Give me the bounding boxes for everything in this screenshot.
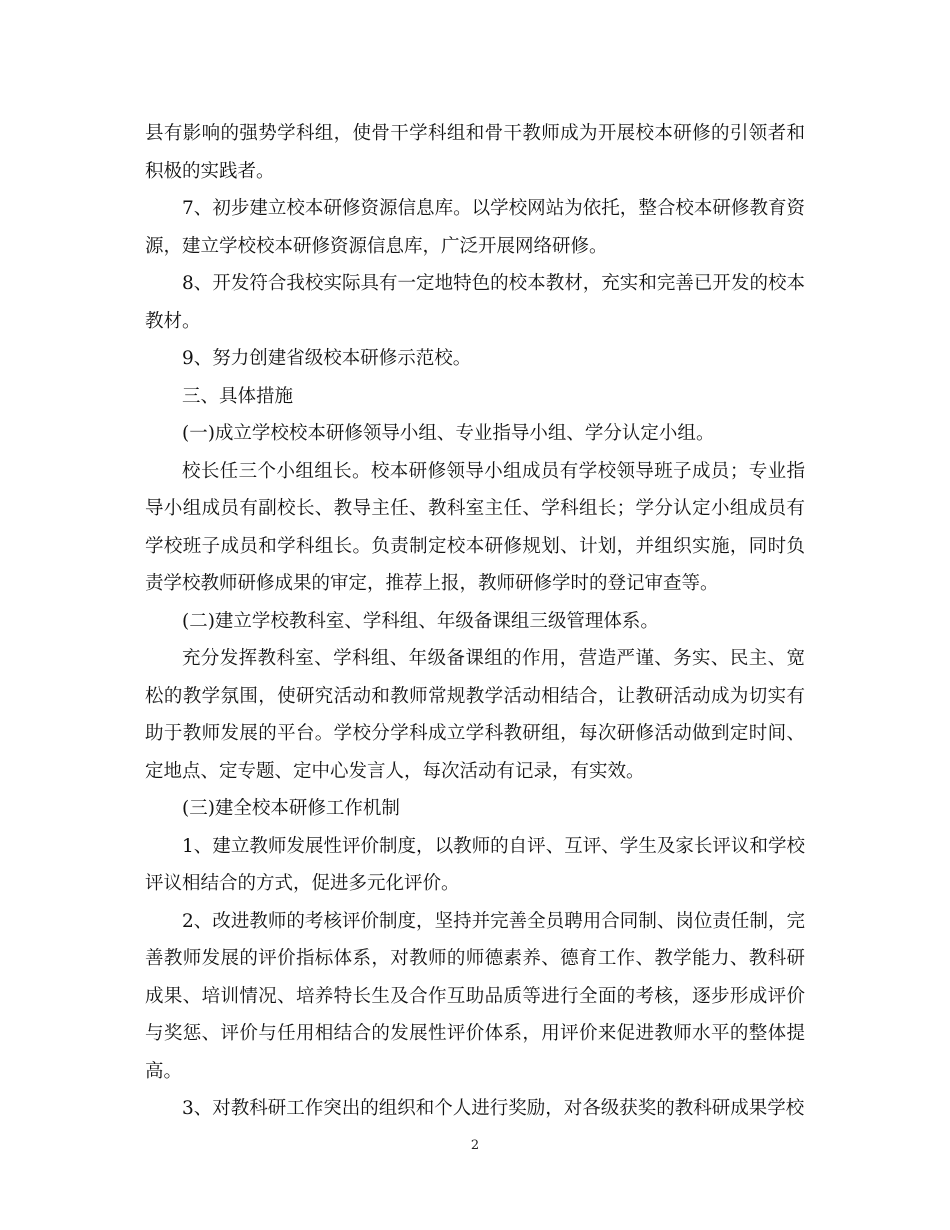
paragraph-2: 7、初步建立校本研修资源信息库。以学校网站为依托，整合校本研修教育资源，建立学校校本研修资源信息库，广泛开展网络研修。: [145, 198, 805, 257]
document-body: [145, 115, 805, 1128]
paragraph-12: 2、改进教师的考核评价制度，坚持并完善全员聘用合同制、岗位责任制，完善教师发展的评价指标体系，对教师的师德素养、德育工作、教学能力、教科研成果、培训情况、培养特长生及合作互助品质等进行全面的考核，逐步形成评价与奖惩、评价与任用相结合的发展性评价体系，用评价来促进教师水平的整体提高。: [145, 910, 805, 1082]
paragraph-1: 县有影响的强势学科组，使骨干学科组和骨干教师成为开展校本研修的引领者和积极的实践者。: [145, 123, 805, 182]
paragraph-11: 1、建立教师发展性评价制度，以教师的自评、互评、学生及家长评议和学校评议相结合的方式，促进多元化评价。: [145, 835, 805, 894]
page-number: 2: [470, 1138, 480, 1153]
subheading-3: (三)建全校本研修工作机制: [182, 798, 400, 819]
subheading-1: (一)成立学校校本研修领导小组、专业指导小组、学分认定小组。: [182, 423, 715, 444]
paragraph-3: 8、开发符合我校实际具有一定地特色的校本教材，充实和完善已开发的校本教材。: [145, 273, 805, 332]
paragraph-13: 3、对教科研工作突出的组织和个人进行奖励，对各级获奖的教科研成果学校: [182, 1098, 805, 1119]
subheading-2: (二)建立学校教科室、学科组、年级备课组三级管理体系。: [182, 610, 659, 632]
paragraph-9: 充分发挥教科室、学科组、年级备课组的作用，营造严谨、务实、民主、宽松的教学氛围，使研究活动和教师常规教学活动相结合，让教研活动成为切实有助于教师发展的平台。学校分学科成立学科教研组，每次研修活动做到定时间、定地点、定专题、定中心发言人，每次活动有记录，有实效。: [145, 648, 805, 782]
paragraph-7: 校长任三个小组组长。校本研修领导小组成员有学校领导班子成员；专业指导小组成员有副校长、教导主任、教科室主任、学科组长；学分认定小组成员有学校班子成员和学科组长。负责制定校本研修规划、计划，并组织实施，同时负责学校教师研修成果的审定，推荐上报，教师研修学时的登记审查等。: [145, 460, 805, 594]
section-heading: 三、具体措施: [182, 385, 294, 407]
paragraph-4: 9、努力创建省级校本研修示范校。: [182, 348, 472, 369]
